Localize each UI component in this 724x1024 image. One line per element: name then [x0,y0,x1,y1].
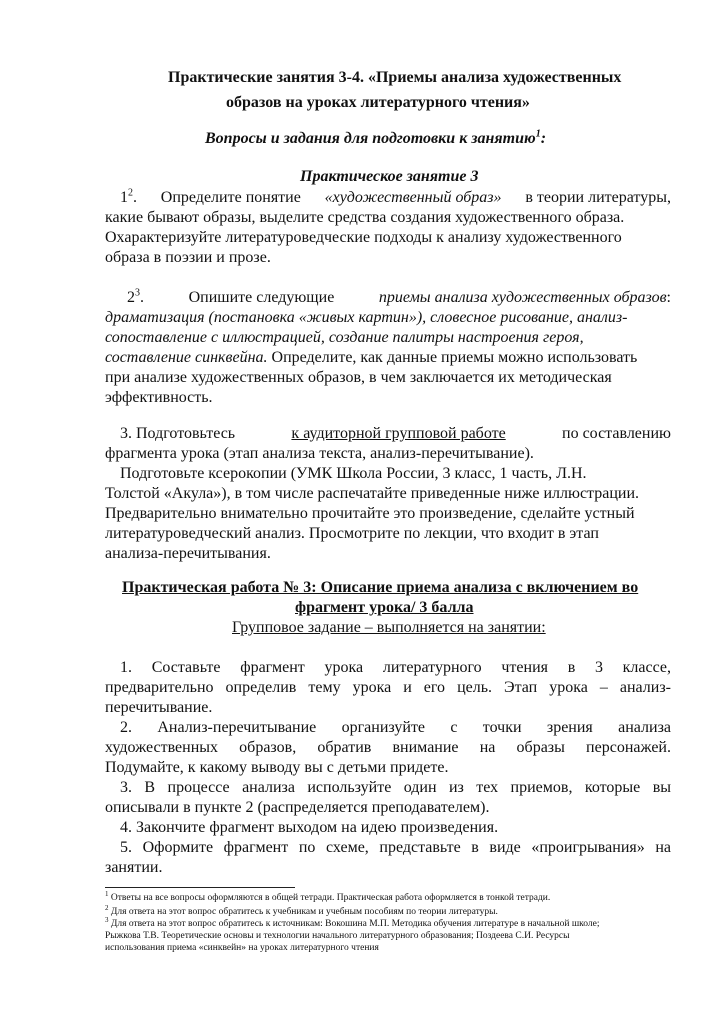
footnote-1-mark: 1 [105,889,109,898]
task-3-line-1: 3. В процессе анализа используйте один из тех приемов, которые вы [120,779,671,796]
q3-text-a: 3. Подготовьтесь [120,425,236,442]
footnote-ref-1: 1 [535,128,541,140]
task-1-text: 1. Составьте фрагмент урока литературного чтения в 3 классе, [120,659,671,676]
q1-line-4: образа в поэзии и прозе. [105,249,271,266]
task-2-line-2: художественных образов, обратив внимание на образы персонажей. [105,739,671,756]
group-task-label: Групповое задание – выполняется на занятии: [232,619,546,636]
q2-text-4: Определите, как данные приемы можно использовать [271,349,638,366]
footnote-1 [105,889,551,904]
q2-line-6: эффективность. [105,389,213,406]
q1-text-b: в теории литературы, [525,189,671,206]
q2-line-2: драматизация (постановка «живых картин»), словесное рисование, анализ- [105,309,628,326]
task-1-line-1 [120,658,671,678]
task-1-line-3: перечитывание. [105,699,213,716]
q2-line-4 [105,348,637,368]
q2-line-3: сопоставление с иллюстрацией, создание палитры настроения героя, [105,329,584,346]
work-heading-line-2: фрагмент урока/ 3 балла [295,599,474,616]
footnote-2-mark: 2 [105,903,109,912]
footnote-3-mark: 3 [105,915,109,924]
footnote-3-line-2: Рыжкова Т.В. Теоретические основы и технологии начального литературного образования; Поздеева С.И. Ресурсы [105,931,570,941]
task-2-line-3: Подумайте, к какому выводу вы с детьми придете. [105,759,449,776]
subtitle [205,129,546,149]
title-line-1: Практические занятия 3-4. «Приемы анализа художественных [168,69,622,86]
footnote-2-text: Для ответа на этот вопрос обратитесь к учебникам и учебным пособиям по теории литературы. [110,907,498,917]
q2-dot: . [140,289,144,306]
q2-text-a: Опишите следующие [188,289,335,306]
q1-line-3: Охарактеризуйте литературоведческие подходы к анализу художественного [105,229,622,246]
q3-para-line-3: Предварительно внимательно прочитайте это произведение, сделайте устный [105,505,635,522]
q3-line-1 [120,424,671,444]
q2-colon: : [666,289,671,306]
q1-text-a: Определите понятие [160,189,301,206]
q2-line-1 [127,288,671,308]
subtitle-tail: : [540,130,547,147]
q3-para-line-2: Толстой «Акула»), в том числе распечатайте приведенные ниже иллюстрации. [105,485,640,502]
q2-term-sinkwain: составление синквейна. [105,349,268,366]
q3-line-2: фрагмента урока (этап анализа текста, анализ-перечитывание). [105,445,534,462]
task-3-line-2: описывали в пункте 2 (распределяется преподавателем). [105,799,490,816]
q3-underlined: к аудиторной групповой работе [291,425,506,442]
q1-line-1 [120,188,671,208]
footnote-separator [105,887,295,888]
q2-line-5: при анализе художественных образов, в чем заключается их методическая [105,369,612,386]
q1-line-2: какие бывают образы, выделите средства создания художественного образа. [105,209,625,226]
task-1-line-2: предварительно определив тему урока и его цель. Этап урока – анализ- [105,679,671,696]
task-5-line-2: занятии. [105,859,163,876]
q1-term: «художественный образ» [324,189,502,206]
task-5-line-1: 5. Оформите фрагмент по схеме, представьте в виде «проигрывания» на [120,839,671,856]
q1-number: 1 [120,189,128,206]
session-heading: Практическое занятие 3 [300,168,479,185]
footnote-2 [105,903,498,918]
q1-dot: . [133,189,137,206]
q2-number: 2 [127,289,135,306]
q3-para-line-4: литературоведческий анализ. Просмотрите по лекции, что входит в этап [105,525,599,542]
task-4-line: 4. Закончите фрагмент выходом на идею произведения. [120,819,499,836]
task-2-line-1: 2. Анализ-перечитывание организуйте с точки зрения анализа [120,719,671,736]
footnote-3-line-3: использования приема «синквейн» на уроках литературного чтения [105,943,379,953]
q1-lead [120,188,137,208]
footnote-3 [105,915,600,930]
footnote-3-text-1: Для ответа на этот вопрос обратитесь к источникам: Вокошина М.П. Методика обучения литературе в начальной школе; [110,919,600,929]
subtitle-text: Вопросы и задания для подготовки к занятию [205,130,536,147]
footnote-1-text: Ответы на все вопросы оформляются в общей тетради. Практическая работа оформляется в тонкой тетради. [110,893,551,903]
footnote-ref-3: 3 [135,287,140,299]
q3-text-b: по составлению [562,425,671,442]
footnote-ref-2: 2 [128,187,133,199]
work-heading-line-1: Практическая работа № 3: Описание приема анализа с включением во [122,579,639,596]
q3-para-line-1: Подготовьте ксерокопии (УМК Школа России, 3 класс, 1 часть, Л.Н. [120,465,587,482]
q2-lead [127,288,144,308]
q2-term: приемы анализа художественных образов [378,289,667,306]
title-line-2: образов на уроках литературного чтения» [226,94,530,111]
q3-para-line-5: анализа-перечитывания. [105,545,271,562]
